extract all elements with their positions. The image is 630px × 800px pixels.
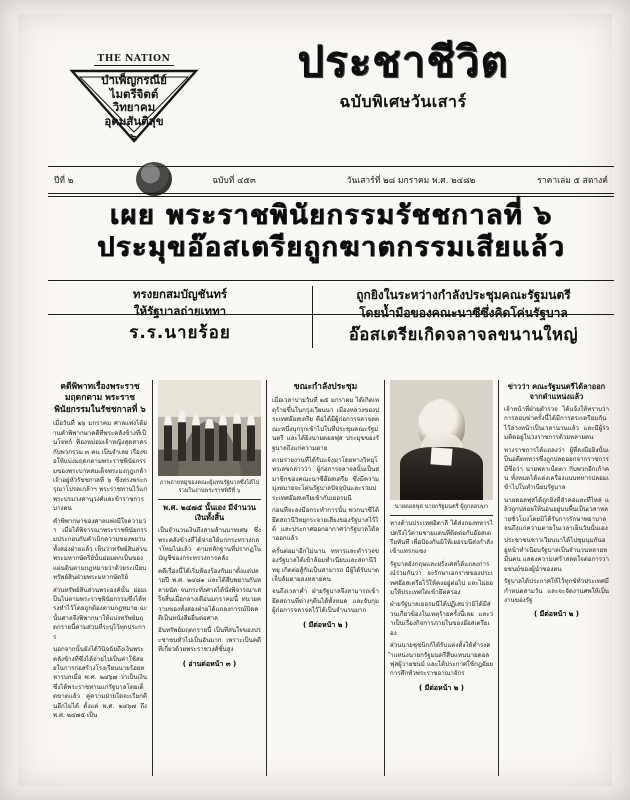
masthead — [18, 32, 612, 152]
column-1 — [48, 380, 152, 776]
folio-volume: ปีที่ ๒ — [54, 176, 74, 186]
nation-emblem-block — [64, 46, 204, 144]
column-5-kicker: ข่าวว่า คณะรัฐมนตรีได้ลาออกจากตำแหน่งแล้ว — [507, 382, 606, 401]
column-4-para-4: ส่วนนายชุชนิกก์ได้รับแต่งตั้งให้ดำรงตำแหน่งนายกรัฐมนตรีสืบแทนนายดอลฟุสผู้วายชนม์ และได้ประกาศใช้กฎอัยยการศึกทั่วพระราชอาณาจักร — [390, 642, 493, 678]
column-1-kicker: คดีพิพาทเรื่องพระราชมฤดกตาม พระราชพินัยกรรมในรัชชกาลที่ ๖ — [54, 382, 146, 415]
folio-bar — [48, 166, 614, 194]
triangle-number: ๖ — [130, 131, 138, 145]
column-4-para-3: ฝ่ายรัฐบาลเยอรมนีได้ปฏิเสธว่ามิได้มีส่วนเกี่ยวข้องในเหตุร้ายครั้งนี้เลย และว่าเป็นเรื่องกิจการภายในของอ๊อสเตรียเอง — [390, 601, 493, 637]
column-3-para-2: ตามรายงานที่ได้รับแจ้งมาโดยทางวิทยุโทรเลขกล่าวว่า ผู้ก่อการจลาจลนั้นเป็นสมาชิกของคณะนาซีอ๊อสเตรีย ซึ่งมีความมุ่งหมายจะโค่นรัฐบาลปัจจุบันและรวมประเทศอ๊อสเตรียเข้ากับเยอรมนี — [272, 457, 379, 502]
motto-line-4: อุดมสันติสุข — [104, 113, 164, 128]
nation-label: THE NATION — [94, 54, 175, 66]
headline-line-1: เผย พระราชพินัยกรรมรัชชกาลที่ ๖ — [109, 200, 553, 231]
column-3 — [266, 380, 384, 776]
column-2-para-1: เป็นจำนวนเงินถึงสามล้านบาทเศษ ซึ่งพระคลังข้างที่ได้จ่ายให้แก่กระทรวงกลาโหมไปแล้ว ตามหลักฐานที่ปรากฏในบัญชีของกระทรวงการคลัง — [158, 527, 261, 563]
deck-left — [48, 286, 312, 348]
portrait-caption: นายดอลฟุส นายกรัฐมนตรี ผู้ถูกลอบฆ่า — [394, 504, 489, 510]
column-4-continued[interactable]: ( มีต่อหน้า ๒ ) — [418, 683, 465, 692]
motto-line-3: วิทยาคม — [112, 100, 156, 115]
portrait-collar — [431, 448, 453, 466]
newspaper-logo — [218, 37, 588, 115]
folio-date: วันเสาร์ที่ ๒๘ มกราคม พ.ศ. ๒๔๘๒ — [346, 176, 476, 186]
deck-left-line-2: ให้รัฐบาลถ่ายเททา — [133, 303, 227, 318]
column-5 — [498, 380, 614, 776]
column-1-para-4: นอกจากนั้นยังได้วินิจฉัยถึงเงินพระคลังข้างที่ซึ่งได้จ่ายไปเป็นค่าใช้สอยในการก่อสร้างโรงเรียนนายร้อยทหารบกเมื่อ พ.ศ. ๒๔๖๗ ว่าเป็นเงินซึ่งได้พระราชทานแก่รัฐบาลโดยเด็ดขาดแล้ว คู่ความฝ่ายใดจะเรียกคืนอีกไม่ได้ ตั้งแต่ พ.ศ. ๒๔๖๗ ถึง พ.ศ. ๒๔๗๕ เป็น — [53, 646, 147, 720]
column-5-para-2: ทางราชการได้แถลงว่า ผู้ที่ลงมือยิงนั้นเป็นอดีตทหารซึ่งถูกปลดออกจากราชการ มีชื่อว่า นายพลาเน็ตตา กับพวกอีกเก้าคน ทั้งหมดได้แต่งเครื่องแบบทหารปลอมเข้าไปในทำเนียบรัฐบาล — [504, 446, 609, 492]
column-4-para-2: รัฐบาลอังกฤษและฝรั่งเศสได้แถลงการณ์ร่วมกันว่า จะรักษาเอกราชของประเทศอ๊อสเตรียไว้ให้คงอยู่ต่อไป และไม่ยอมให้ประเทศใดเข้ายึดครอง — [390, 560, 493, 597]
motto-line-2: ไมตรีจิตต์ — [109, 86, 159, 101]
column-1-para-1: เมื่อวันที่ ๒๖ มกราคม ศาลแพ่งได้อ่านคำพิพากษาคดีที่พระคลังข้างที่เป็นโจทก์ ฟ้องหม่อมเจ้าหญิงสุดสาคร กับพวกรวม ๓ คน เป็นจำเลย เรื่องขอให้แบ่งมฤดกตามพระราชพินัยกรรมของพระบาทสมเด็จพระมงกุฎเกล้าเจ้าอยู่หัวรัชชกาลที่ ๖ ซึ่งทรงพระกรุณาโปรดเกล้าฯ พระราชทานไว้แก่พระบรมวงศานุวงศ์และข้าราชการบางคน — [53, 420, 147, 513]
column-3-para-4: ครั้นต่อมาอีกไม่นาน ทหารและตำรวจของรัฐบาลได้เข้าล้อมทำเนียบและสถานีวิทยุ เกิดต่อสู้กันเป็นสามารถ มีผู้ได้รับบาดเจ็บล้มตายลงหลายคน — [272, 547, 379, 584]
column-4-para-1: ทางด้านประเทศอิตาลี ได้ส่งกองทหารไปตรึงไว้ตามชายแดนที่ติดต่อกับอ๊อสเตรียทันที เพื่อป้องกันมิให้เยอรมนีส่งกำลังเข้าแทรกแซง — [390, 520, 493, 556]
newspaper-sheet — [18, 14, 612, 786]
deck-right-line-2: โดยน้ำมือของคณะนาซีซึ่งคิดโค่นรัฐบาล — [359, 306, 568, 320]
deck-right-line-1: ถูกยิงในระหว่างกำลังประชุมคณะรัฐมนตรี — [356, 288, 571, 302]
column-2-kicker: พ.ศ. ๒๔๗๕ นั้นเอง มีจำนวนเงินทั้งสิ้น — [163, 503, 256, 523]
rule-below-deck — [48, 314, 614, 315]
column-4-rule — [390, 515, 493, 516]
folio-issue: ฉบับที่ ๔๕๓ — [212, 176, 256, 186]
deck-right-bold: อ๊อสเตรียเกิดจลาจลขนานใหญ่ — [348, 325, 579, 344]
column-3-para-1: เมื่อเวลาบ่ายวันที่ ๒๕ มกราคม ได้เกิดเหตุร้ายขึ้นในกรุงเวียนนา เมืองหลวงของประเทศอ๊อสเตรีย คือได้มีผู้ก่อการจลาจลคณะหนึ่งบุกรุกเข้าไปในที่ประชุมคณะรัฐมนตรี และได้ยิงนายดอลฟุส ประมุขของรัฐบาลถึงแก่ความตาย — [272, 397, 379, 452]
column-5-para-3: นายดอลฟุสได้ถูกยิงที่ลำคอและที่ไหล่ แล้วถูกปล่อยให้นอนอยู่บนพื้นเป็นเวลาหลายชั่วโมงโดยมิได้รับการรักษาพยาบาล จนถึงแก่ความตายในเวลาเย็นวันนั้นเอง — [504, 496, 609, 533]
column-5-para-1: เจ้าหน้าที่ฝ่ายตำรวจ ได้แจ้งให้ทราบว่าการลอบฆ่าครั้งนี้ได้มีการตระเตรียมกันไว้ล่วงหน้าเป็นเวลานานแล้ว และมีผู้ร่วมคิดอยู่ในวงราชการด้วยหลายคน — [504, 405, 609, 442]
column-3-continued[interactable]: ( มีต่อหน้า ๒ ) — [302, 620, 349, 629]
column-1-para-2: คำพิพากษาของศาลแพ่งมีใจความว่า เมื่อได้พิจารณาพระราชพินัยกรรมประกอบกับคำเบิกความของพยานทั้งสองฝ่ายแล้ว เห็นว่าทรัพย์สินส่วนพระมหากษัตริย์นั้นย่อมตกเป็นของแผ่นดินตามกฎหมายว่าด้วยระเบียบทรัพย์สินฝ่ายพระมหากษัตริย์ — [53, 517, 147, 582]
group-photo — [158, 380, 261, 476]
column-2-para-2: คดีเรื่องนี้ได้เริ่มฟ้องร้องกันมาตั้งแต่ปลายปี พ.ศ. ๒๔๘๑ และได้สืบพยานกันหลายนัด จนกระทั่งศาลได้นั่งพิจารณาเสร็จสิ้นเมื่อกลางเดือนมกราคมนี้ ทนายความของทั้งสองฝ่ายได้แถลงการณ์ปิดคดีเป็นหนังสือยื่นต่อศาล — [158, 567, 261, 622]
newspaper-title: ประชาชีวิต — [297, 37, 509, 86]
group-photo-caption: ภาพถ่ายหมู่ของคณะผู้แทนรัฐบาลซึ่งได้ไปร่วมในงานพระราชพิธีที่ ๖ — [159, 480, 260, 495]
column-2 — [152, 380, 266, 776]
deck-right — [312, 286, 614, 348]
motto-line-1: บำเพ็ญกรณีย์ — [101, 73, 167, 87]
seal-icon — [136, 162, 172, 196]
triangle-emblem-icon — [68, 68, 200, 144]
triangle-motto — [68, 74, 200, 145]
photo-figures — [164, 409, 255, 461]
column-2-para-3: อันทรัพย์มฤดกรายนี้ เป็นที่สนใจของประชาชนทั่วไปเป็นอันมาก เพราะเป็นคดีที่เกี่ยวด้วยพระราชวงศ์ชั้นสูง — [158, 627, 261, 654]
column-5-para-4: ประชาชนชาวเวียนนาได้ไปชุมนุมกันอยู่หน้าทำเนียบรัฐบาลเป็นจำนวนหลายหมื่นคน แสดงความเศร้าสลดใจต่อการวายชนม์ของผู้นำของตน — [504, 537, 609, 573]
main-headline — [48, 200, 614, 264]
column-3-para-5: จนถึงเวลาค่ำ ฝ่ายรัฐบาลจึงสามารถเข้ายึดสถานที่ต่างๆคืนได้ทั้งหมด และจับกุมผู้ก่อการจลาจลไว้ได้เป็นจำนวนมาก — [272, 588, 379, 615]
column-2-rule — [158, 499, 261, 500]
newspaper-subtitle: ฉบับพิเศษวันเสาร์ — [339, 92, 467, 112]
column-1-para-3: ส่วนทรัพย์สินส่วนพระองค์นั้น ย่อมเป็นไปตามพระราชพินัยกรรมซึ่งได้ทรงทำไว้โดยถูกต้องตามกฎหมาย ฉะนั้นศาลจึงพิพากษาให้แบ่งทรัพย์มฤดกรายนี้ตามส่วนที่ระบุไว้ทุกประการ — [53, 586, 147, 641]
column-3-para-3: ก่อนที่จะลงมือกระทำการนั้น พวกนาซีได้ยึดสถานีวิทยุกระจายเสียงของรัฐบาลไว้ได้ และประกาศออกอากาศว่ารัฐบาลได้ลาออกแล้ว — [272, 507, 379, 543]
column-2-continued[interactable]: ( อ่านต่อหน้า ๓ ) — [182, 659, 237, 668]
rule-above-headline — [48, 196, 614, 197]
column-3-kicker: ขณะกำลังประชุม — [293, 382, 358, 392]
folio-price: ราคาเล่ม ๕ สตางค์ — [537, 176, 608, 186]
rule-below-headline — [48, 280, 614, 281]
column-4 — [384, 380, 498, 776]
headline-deck — [48, 286, 614, 348]
deck-left-line-1: ทรงยกสมบัญชันทร์ — [132, 287, 228, 301]
body-columns — [48, 380, 614, 776]
headline-line-2: ประมุขอ๊อสเตรียถูกฆาตกรรมเสียแล้ว — [96, 231, 566, 263]
column-5-continued[interactable]: ( มีต่อหน้า ๒ ) — [533, 610, 580, 619]
deck-left-bold: ร.ร.นายร้อย — [129, 323, 231, 344]
column-5-para-5: รัฐบาลได้ประกาศให้ไว้ทุกข์ทั่วประเทศมีกำหนดสามวัน และจะจัดงานศพให้เป็นงานของรัฐ — [504, 578, 609, 604]
dollfuss-portrait — [390, 380, 493, 500]
